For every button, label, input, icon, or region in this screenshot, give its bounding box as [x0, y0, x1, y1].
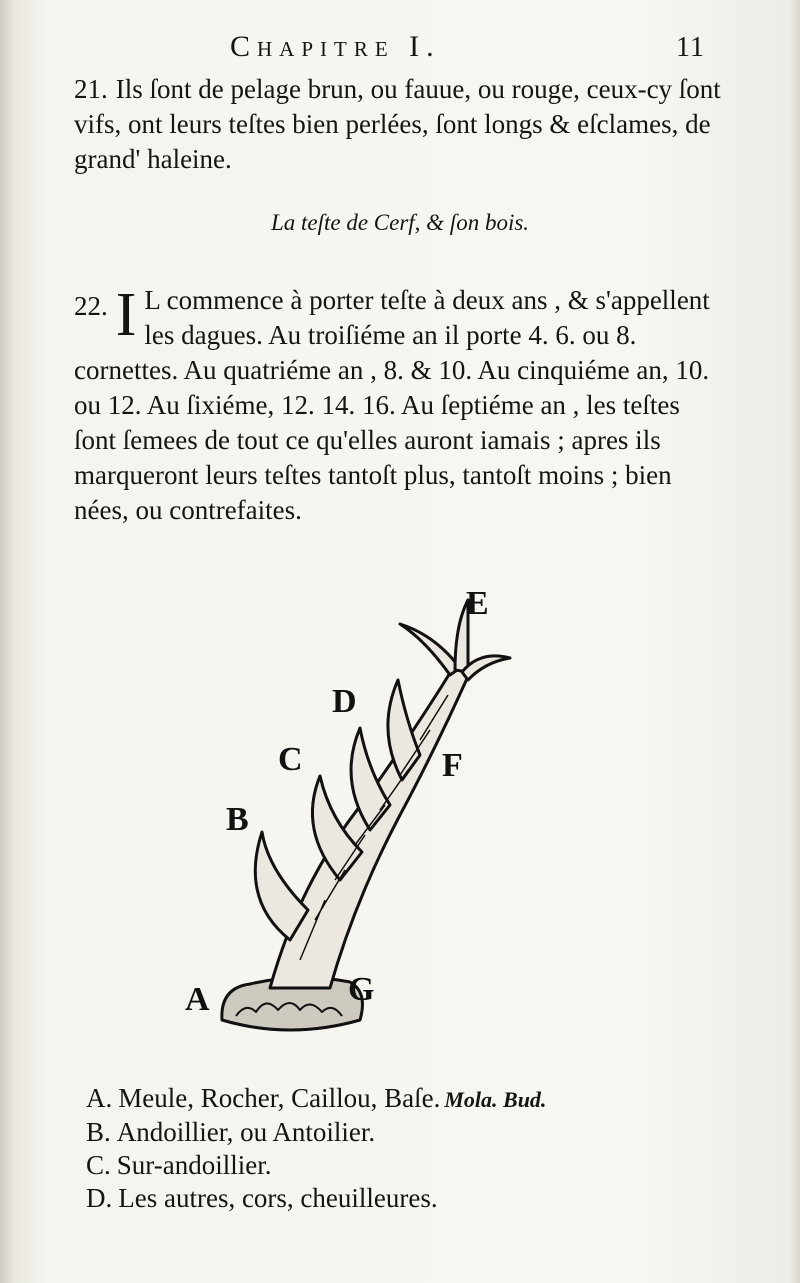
figure-legend [86, 1082, 726, 1215]
antler-illustration [150, 580, 590, 1050]
paragraph-21 [74, 72, 726, 177]
legend-text: Meule, Rocher, Caillou, Baſe. [118, 1083, 441, 1113]
legend-letter: C. [86, 1150, 111, 1180]
antler-woodcut [150, 580, 590, 1050]
paragraph-number: 21. [74, 74, 108, 104]
legend-item-b [86, 1116, 726, 1149]
paragraph-22 [74, 283, 726, 528]
legend-item-c [86, 1149, 726, 1182]
legend-letter: B. [86, 1117, 111, 1147]
label-c: C [278, 741, 303, 778]
label-e: E [466, 585, 489, 622]
legend-text: Sur-andoillier. [116, 1150, 272, 1180]
running-header [0, 30, 800, 70]
paragraph-text: L commence à porter teſte à deux ans , & s'appellent les dagues. Au troiſiéme an il porte 4. 6. ou 8. cornettes. Au quatriéme an , 8. & 10. Au cinquiéme an, 10. ou 12. Au ſixiéme, 12. 14. 16. Au ſeptiéme an , les teſtes ſont ſemees de tout ce qu'elles auront iamais ; apres ils marqueront leurs teſtes tantoſt plus, tantoſt moins ; bien nées, ou contrefaites. [74, 285, 710, 525]
legend-text: Les autres, cors, cheuilleures. [118, 1183, 438, 1213]
label-g: G [348, 971, 375, 1008]
drop-capital: I [115, 281, 137, 349]
chapter-title: Chapitre I. [230, 30, 441, 63]
label-f: F [442, 747, 463, 784]
page-edge-shadow [790, 0, 800, 1283]
label-a: A [185, 981, 210, 1018]
label-d: D [332, 683, 357, 720]
paragraph-text: Ils ſont de pelage brun, ou fauue, ou rouge, ceux-cy ſont vifs, ont leurs teſtes bien perlées, ſont longs & eſclames, de grand' haleine. [74, 74, 721, 174]
label-b: B [226, 801, 249, 838]
legend-letter: A. [86, 1083, 113, 1113]
legend-letter: D. [86, 1183, 113, 1213]
page-gutter-shadow [0, 0, 14, 1283]
legend-text: Andoillier, ou Antoilier. [116, 1117, 376, 1147]
legend-item-a [86, 1082, 726, 1116]
paragraph-number: 22. [74, 291, 108, 321]
section-subtitle: La teſte de Cerf, & ſon bois. [270, 210, 530, 235]
legend-item-d [86, 1182, 726, 1215]
legend-note: Mola. Bud. [444, 1087, 547, 1112]
page-number: 11 [676, 32, 705, 63]
